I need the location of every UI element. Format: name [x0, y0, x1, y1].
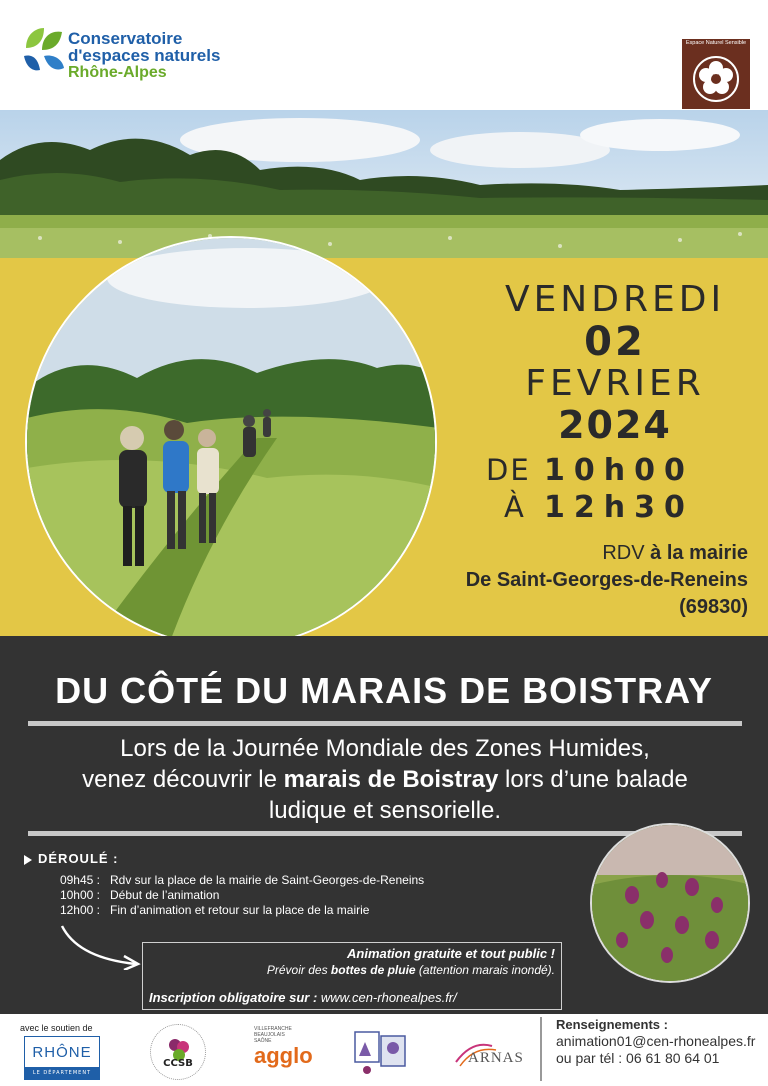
intro-line-2: venez découvrir le: [82, 766, 284, 793]
flower-emblem-icon: [682, 39, 750, 109]
schedule-text: Fin d’animation et retour sur la place de la mairie: [110, 903, 370, 917]
org-line-2: d'espaces naturels: [68, 46, 221, 65]
cen-logo-icon: [22, 26, 66, 76]
agglo-small-2: BEAUJOLAIS: [254, 1032, 285, 1038]
rdv-town: De Saint-Georges-de-Reneins: [465, 569, 748, 591]
event-date: [470, 280, 760, 446]
saint-georges-logo: [345, 1026, 417, 1078]
end-time-label: À: [504, 490, 526, 524]
agglo-small-1: VILLEFRANCHE: [254, 1026, 292, 1032]
registration-link[interactable]: www.cen-rhonealpes.fr/: [320, 990, 457, 1005]
arnas-label: ARNAS: [468, 1050, 524, 1066]
end-time-row: [480, 490, 760, 528]
landscape-photo: [0, 110, 768, 260]
start-time-row: [480, 453, 760, 491]
cen-org-name: [68, 30, 220, 81]
agglo-logo: [254, 1026, 314, 1076]
schedule-time: 10h00 :: [59, 888, 100, 902]
info-boots-c: (attention marais inondé).: [415, 963, 555, 977]
triangle-bullet-icon: [24, 855, 32, 865]
info-free: Animation gratuite et tout public !: [347, 946, 555, 961]
org-line-1: Conservatoire: [68, 29, 183, 48]
start-time-label: DE: [486, 453, 531, 487]
event-title: DU CÔTÉ DU MARAIS DE BOISTRAY: [55, 670, 713, 711]
schedule-item: [40, 903, 424, 918]
start-time-value: 10h00: [544, 453, 694, 488]
registration-label: Inscription obligatoire sur :: [149, 990, 321, 1005]
schedule-text: Rdv sur la place de la mairie de Saint-Georges-de-Reneins: [110, 873, 425, 887]
header: [0, 0, 768, 110]
footer-divider: [540, 1017, 542, 1081]
schedule-time: 09h45 :: [59, 873, 100, 887]
rdv-place: à la mairie: [650, 542, 748, 564]
contact-phone: ou par tél : 06 61 80 64 01: [556, 1050, 720, 1066]
fritillary-photo: [590, 823, 750, 983]
schedule-list: [40, 873, 424, 918]
rhone-logo: [24, 1036, 100, 1080]
info-box: [142, 942, 562, 1010]
info-boots-a: Prévoir des: [266, 963, 331, 977]
rhone-name: RHÔNE: [32, 1044, 92, 1061]
schedule-title-text: DÉROULÉ :: [38, 851, 119, 866]
schedule-title: [24, 851, 119, 866]
event-year: 2024: [558, 403, 672, 447]
ccsb-logo: [150, 1024, 206, 1080]
event-intro: [40, 733, 730, 826]
contact-email[interactable]: animation01@cen-rhonealpes.fr: [556, 1033, 756, 1049]
arnas-logo: [452, 1032, 528, 1076]
meeting-point: [466, 540, 748, 621]
divider-top: [28, 721, 742, 726]
agglo-small-3: SAÔNE: [254, 1038, 272, 1044]
event-month: FEVRIER: [525, 363, 705, 404]
event-day-number: 02: [584, 319, 646, 365]
hikers-photo: [25, 236, 437, 648]
info-boots-b: bottes de pluie: [330, 963, 416, 977]
ccsb-label: CCSB: [163, 1058, 193, 1069]
curved-arrow-icon: [58, 922, 144, 970]
contact-info: [556, 1016, 755, 1067]
schedule-item: [40, 873, 424, 888]
support-label: avec le soutien de: [20, 1023, 93, 1033]
grape-icon: [151, 1025, 207, 1081]
org-line-3: Rhône-Alpes: [68, 64, 167, 81]
intro-line-1: Lors de la Journée Mondiale des Zones Humides,: [120, 735, 650, 762]
schedule-text: Début de l’animation: [110, 888, 220, 902]
town-crest-icon: [345, 1026, 417, 1078]
ens-label: Espace Naturel Sensible: [685, 40, 747, 46]
intro-line-3: lors d’une balade: [498, 766, 688, 793]
registration-line: [149, 990, 457, 1006]
intro-line-4: ludique et sensorielle.: [268, 797, 502, 824]
schedule-time: 12h00 :: [59, 903, 100, 917]
rdv-prefix: RDV: [602, 542, 651, 564]
intro-highlight: marais de Boistray: [283, 766, 499, 793]
end-time-value: 12h30: [544, 490, 694, 525]
schedule-item: [40, 888, 424, 903]
rhone-dept: LE DÉPARTEMENT: [25, 1067, 99, 1079]
rdv-postcode: (69830): [679, 596, 748, 618]
agglo-big: agglo: [254, 1043, 313, 1068]
contact-title: Renseignements :: [556, 1017, 668, 1032]
ens-logo: [682, 39, 750, 109]
event-day-name: VENDREDI: [504, 279, 726, 320]
